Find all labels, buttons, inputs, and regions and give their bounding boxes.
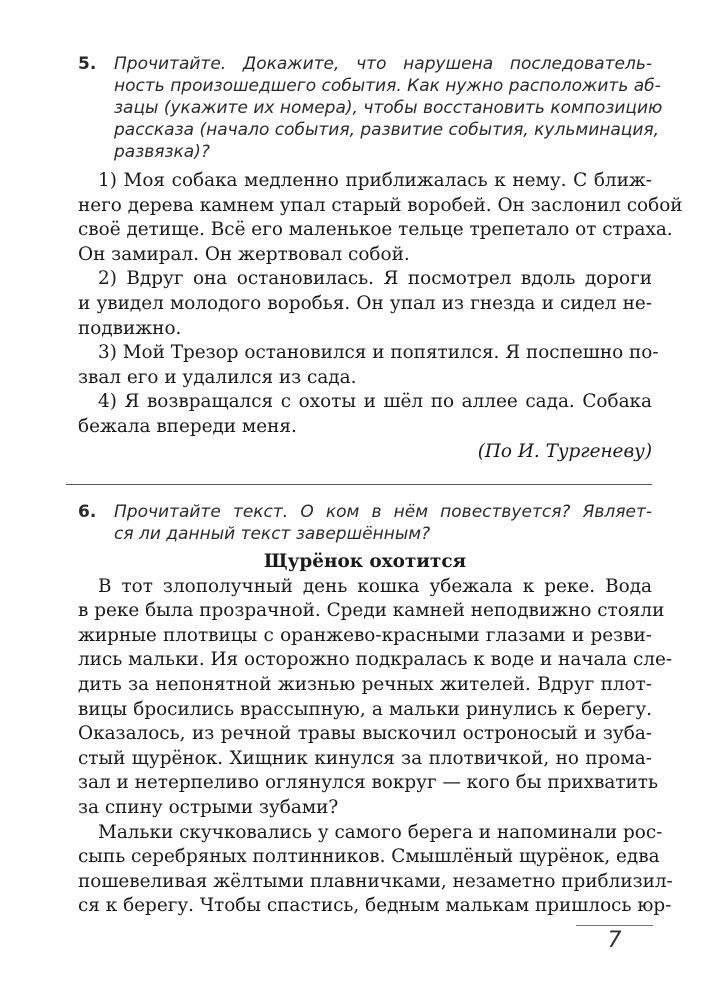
- task-line: зацы (укажите их номера), чтобы восстановить композицию: [114, 98, 663, 118]
- exercise-task: [114, 53, 663, 163]
- text-line: него дерева камнем упал старый воробей. Он заслонил собой: [78, 194, 683, 216]
- paragraph-2: [78, 821, 673, 919]
- attribution: (По И. Тургеневу): [477, 440, 652, 462]
- text-line: в реке была прозрачной. Среди камней неподвижно стояли: [78, 600, 665, 622]
- task-line: Прочитайте. Докажите, что нарушена последователь-: [114, 54, 652, 74]
- text-line: стый щурёнок. Хищник кинулся за плотвичкой, но прома-: [78, 747, 652, 769]
- text-line: Оказалось, из речной травы выскочил остроносый и зуба-: [78, 723, 652, 745]
- story-title: Щурёнок охотится: [263, 551, 467, 572]
- section-divider: [66, 484, 652, 485]
- exercise-number: 6.: [78, 502, 97, 522]
- paragraph-2: [78, 267, 652, 341]
- task-line: рассказа (начало события, развитие события, кульминация,: [114, 120, 660, 140]
- text-line: подвижно.: [78, 317, 182, 339]
- story-text: [78, 550, 673, 919]
- text-line: пошевеливая жёлтыми плавничками, незаметно приблизил-: [78, 870, 673, 892]
- text-line: ся к берегу. Чтобы спастись, бедным малькам пришлось юр-: [78, 895, 672, 917]
- text-line: жирные плотвицы с оранжево-красными глазами и резви-: [78, 624, 652, 646]
- exercise-6: [78, 501, 652, 545]
- page-number: 7: [607, 928, 622, 953]
- paragraph-3: [78, 341, 659, 390]
- page-number-rule: [576, 925, 653, 926]
- text-line: звал его и удалился из сада.: [78, 366, 357, 388]
- text-line: 1) Моя собака медленно приближалась к нему. С ближ-: [98, 170, 652, 191]
- exercise-5: [78, 53, 663, 163]
- task-line: Прочитайте текст. О ком в нём повествуется? Являет-: [114, 502, 652, 522]
- text-line: дить за непонятной жизнью речных жителей. Вдруг плот-: [78, 673, 652, 695]
- story-paragraphs: [78, 169, 683, 464]
- text-line: своё детище. Всё его маленькое тельце трепетало от страха.: [78, 219, 673, 241]
- text-line: и увидел молодого воробья. Он упал из гнезда и сидел не-: [78, 292, 652, 314]
- text-line: сыпь серебряных полтинников. Смышлёный щурёнок, едва: [78, 846, 660, 868]
- text-line: за спину острыми зубами?: [78, 796, 339, 818]
- text-line: Мальки скучковались у самого берега и напоминали рос-: [98, 821, 663, 843]
- text-line: вицы бросились врассыпную, а мальки ринулись к берегу.: [78, 698, 652, 720]
- paragraph-1: [78, 169, 683, 267]
- text-line: 4) Я возвращался с охоты и шёл по аллее сада. Собака: [98, 391, 652, 413]
- text-line: Он замирал. Он жертвовал собой.: [78, 243, 410, 265]
- text-line: 2) Вдруг она остановилась. Я посмотрел вдоль дороги: [98, 268, 652, 290]
- text-line: В тот злополучный день кошка убежала к реке. Вода: [98, 575, 652, 597]
- text-line: лись мальки. Ия осторожно подкралась к воде и начала сле-: [78, 649, 673, 671]
- exercise-task: [114, 501, 652, 545]
- task-line: ся ли данный текст завершённым?: [114, 524, 431, 544]
- text-line: бежала впереди меня.: [78, 415, 297, 437]
- paragraph-4: [78, 390, 652, 439]
- task-line: ность произошедшего события. Как нужно расположить аб-: [114, 76, 661, 96]
- text-line: зал и нетерпеливо оглянулся вокруг — кого бы прихватить: [78, 772, 658, 794]
- task-line: развязка)?: [114, 142, 210, 162]
- exercise-number: 5.: [78, 54, 97, 74]
- text-line: 3) Мой Трезор остановился и попятился. Я поспешно по-: [98, 342, 659, 364]
- paragraph-1: [78, 575, 673, 821]
